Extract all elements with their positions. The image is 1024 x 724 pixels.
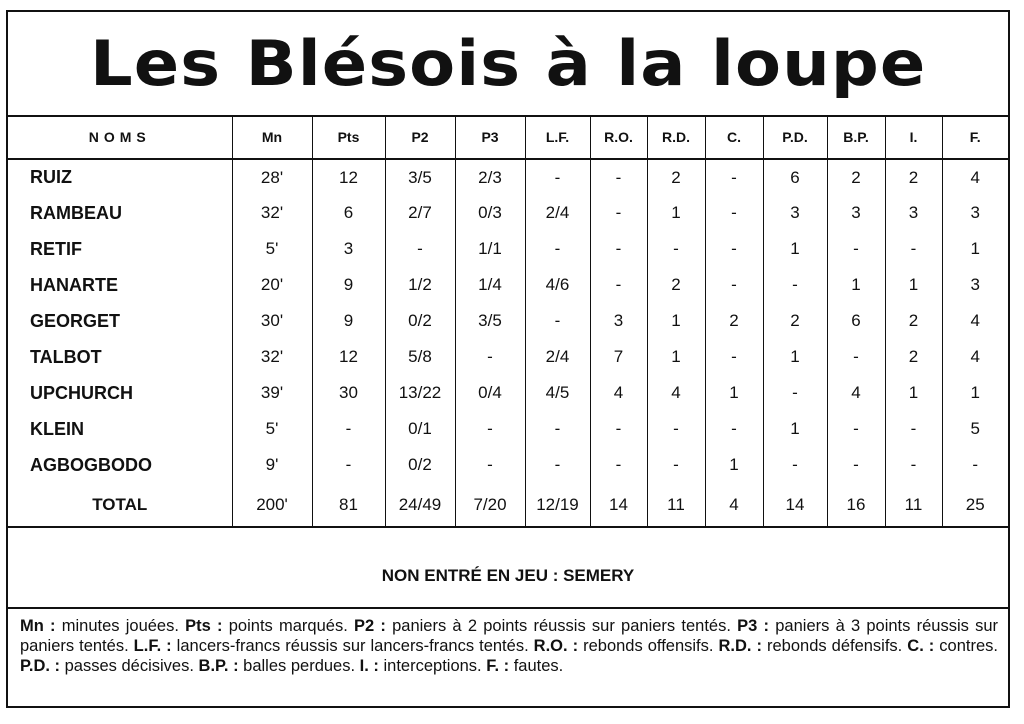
- player-name-cell: AGBOGBODO: [8, 447, 232, 483]
- stat-cell: 32': [232, 195, 312, 231]
- stat-cell: 1: [970, 383, 980, 402]
- stat-cell: 4: [970, 347, 980, 366]
- stat-cell: 3: [827, 195, 885, 231]
- stat-cell: 7/20: [455, 483, 525, 527]
- stat-cell: 1: [970, 239, 980, 258]
- stat-cell: 3: [763, 195, 827, 231]
- legend-definition: balles perdues.: [238, 657, 360, 675]
- stat-cell: 9: [312, 267, 385, 303]
- stat-cell: 0/1: [385, 411, 455, 447]
- table-header: [8, 115, 1008, 159]
- legend-definition: lancers-francs réussis sur lancers-francs tentés.: [171, 637, 534, 655]
- player-name-cell: HANARTE: [8, 267, 232, 303]
- stat-cell: 2/7: [385, 195, 455, 231]
- player-name-cell: RETIF: [8, 231, 232, 267]
- stat-cell: 30: [312, 375, 385, 411]
- player-name-cell: RAMBEAU: [8, 195, 232, 231]
- stat-cell: -: [705, 411, 763, 447]
- stat-cell: 1: [705, 375, 763, 411]
- stat-cell: 3: [590, 303, 647, 339]
- stat-cell: 4: [647, 375, 705, 411]
- stat-cell: 4: [705, 483, 763, 527]
- stats-panel: [6, 10, 1010, 708]
- stat-cell: -: [590, 159, 647, 195]
- stat-cell: 4/6: [525, 267, 590, 303]
- stat-cell: 2: [885, 339, 942, 375]
- stat-cell: -: [455, 339, 525, 375]
- stat-cell: -: [763, 267, 827, 303]
- column-header: R.D.: [647, 115, 705, 159]
- stat-cell: 1: [885, 375, 942, 411]
- legend-definition: passes décisives.: [60, 657, 199, 675]
- stat-cell: 28': [232, 159, 312, 195]
- stat-cell: 14: [590, 483, 647, 527]
- stat-cell: 2/3: [455, 159, 525, 195]
- title-box: [8, 12, 1008, 117]
- table-row: [8, 231, 1008, 267]
- stat-cell: -: [525, 447, 590, 483]
- stat-cell: -: [763, 447, 827, 483]
- stat-cell: 32': [232, 339, 312, 375]
- column-header: F.: [942, 115, 1008, 159]
- stat-cell: 1: [705, 447, 763, 483]
- legend-definition: paniers à 2 points réussis sur paniers tentés.: [385, 617, 738, 635]
- legend-abbr: Mn :: [20, 617, 56, 635]
- stat-cell: -: [972, 455, 979, 474]
- stat-cell: -: [885, 231, 942, 267]
- column-header: C.: [705, 115, 763, 159]
- stat-cell: 39': [232, 375, 312, 411]
- column-header: NOMS: [8, 115, 232, 159]
- stat-cell: 12/19: [525, 483, 590, 527]
- legend-abbr: Pts :: [185, 617, 223, 635]
- stat-cell: 3: [312, 231, 385, 267]
- stat-cell: 3/5: [455, 303, 525, 339]
- stat-cell: -: [590, 447, 647, 483]
- stat-cell: -: [827, 231, 885, 267]
- stat-cell: 1: [647, 303, 705, 339]
- stat-cell: 1/2: [385, 267, 455, 303]
- legend-abbr: R.O. :: [533, 637, 579, 655]
- stat-cell: -: [590, 411, 647, 447]
- legend-abbr: P2 :: [354, 617, 386, 635]
- stat-cell: -: [312, 447, 385, 483]
- stat-cell: -: [827, 411, 885, 447]
- stat-cell: -: [885, 411, 942, 447]
- stat-cell: 2: [885, 159, 942, 195]
- stat-cell: 1: [885, 267, 942, 303]
- stat-cell: -: [590, 267, 647, 303]
- stat-cell: 25: [942, 483, 1008, 527]
- stat-cell: 200': [232, 483, 312, 527]
- stat-cell: -: [705, 267, 763, 303]
- legend-definition: rebonds offensifs.: [578, 637, 719, 655]
- stat-cell: 14: [763, 483, 827, 527]
- stat-cell: -: [827, 339, 885, 375]
- stat-cell: 1: [827, 267, 885, 303]
- stat-cell: 0/2: [385, 303, 455, 339]
- player-name-cell: KLEIN: [8, 411, 232, 447]
- column-header: P2: [385, 115, 455, 159]
- stat-cell: -: [763, 375, 827, 411]
- stat-cell: 11: [647, 483, 705, 527]
- stat-cell: -: [705, 159, 763, 195]
- legend-definition: minutes jouées.: [55, 617, 186, 635]
- stat-cell: 1: [763, 231, 827, 267]
- table-row: [8, 411, 1008, 447]
- stat-cell: 5/8: [385, 339, 455, 375]
- stat-cell: -: [525, 411, 590, 447]
- column-header: P.D.: [763, 115, 827, 159]
- stat-cell: 12: [312, 339, 385, 375]
- stat-cell: -: [705, 339, 763, 375]
- total-row: [8, 483, 1008, 527]
- legend-abbr: C. :: [907, 637, 935, 655]
- player-name-cell: TALBOT: [8, 339, 232, 375]
- stat-cell: 2: [885, 303, 942, 339]
- stat-cell: 6: [827, 303, 885, 339]
- stat-cell: 6: [763, 159, 827, 195]
- player-name-cell: TOTAL: [8, 483, 232, 527]
- legend-abbr: P3 :: [737, 617, 770, 635]
- stat-cell: -: [455, 411, 525, 447]
- table-row: [8, 267, 1008, 303]
- stat-cell: 1/4: [455, 267, 525, 303]
- player-name-cell: GEORGET: [8, 303, 232, 339]
- page-title: Les Blésois à la loupe: [89, 27, 927, 100]
- stat-cell: 4: [970, 167, 980, 187]
- stat-cell: 20': [232, 267, 312, 303]
- stat-cell: 9: [312, 303, 385, 339]
- stat-cell: 81: [312, 483, 385, 527]
- stat-cell: 11: [885, 483, 942, 527]
- stat-cell: -: [312, 411, 385, 447]
- stat-cell: 2: [763, 303, 827, 339]
- player-name-cell: UPCHURCH: [8, 375, 232, 411]
- stat-cell: 1: [763, 339, 827, 375]
- stat-cell: -: [705, 231, 763, 267]
- stat-cell: 13/22: [385, 375, 455, 411]
- stat-cell: 5: [970, 419, 980, 438]
- column-header: Pts: [312, 115, 385, 159]
- stat-cell: 4: [827, 375, 885, 411]
- stat-cell: -: [647, 231, 705, 267]
- stat-cell: 4: [590, 375, 647, 411]
- stat-cell: 3: [970, 275, 980, 294]
- legend-abbr: L.F. :: [133, 637, 172, 655]
- column-header: L.F.: [525, 115, 590, 159]
- legend-definition: contres.: [934, 637, 998, 655]
- stat-cell: -: [525, 303, 590, 339]
- stat-cell: 0/4: [455, 375, 525, 411]
- stat-cell: 2: [705, 303, 763, 339]
- stat-cell: 2: [647, 159, 705, 195]
- not-entered-note: NON ENTRÉ EN JEU : SEMERY: [8, 545, 1008, 609]
- stat-cell: 0/2: [385, 447, 455, 483]
- stat-cell: -: [590, 195, 647, 231]
- table-row: [8, 447, 1008, 483]
- table-row: [8, 339, 1008, 375]
- table-row: [8, 303, 1008, 339]
- stat-cell: 4/5: [525, 375, 590, 411]
- stat-cell: 5': [232, 231, 312, 267]
- stat-cell: 1: [647, 195, 705, 231]
- abbreviation-legend: [20, 616, 998, 676]
- stat-cell: -: [827, 447, 885, 483]
- stat-cell: 4: [970, 311, 980, 330]
- stat-cell: -: [455, 447, 525, 483]
- stat-cell: 9': [232, 447, 312, 483]
- stat-cell: 3/5: [385, 159, 455, 195]
- legend-abbr: B.P. :: [198, 657, 239, 675]
- table-row: [8, 195, 1008, 231]
- stat-cell: 2/4: [525, 339, 590, 375]
- table-row: [8, 159, 1008, 195]
- legend-definition: rebonds défensifs.: [762, 637, 908, 655]
- legend-abbr: F. :: [486, 657, 510, 675]
- stat-cell: -: [647, 411, 705, 447]
- stat-cell: 5': [232, 411, 312, 447]
- stat-cell: 7: [590, 339, 647, 375]
- stat-cell: 2: [827, 159, 885, 195]
- legend-abbr: R.D. :: [718, 637, 762, 655]
- legend-definition: points marqués.: [222, 617, 354, 635]
- legend-abbr: I. :: [359, 657, 379, 675]
- legend-abbr: P.D. :: [20, 657, 61, 675]
- stat-cell: -: [385, 231, 455, 267]
- stat-cell: 30': [232, 303, 312, 339]
- stat-cell: 6: [312, 195, 385, 231]
- stat-cell: -: [525, 231, 590, 267]
- legend-definition: interceptions.: [378, 657, 487, 675]
- player-stats-table: [8, 115, 1008, 528]
- stat-cell: -: [885, 447, 942, 483]
- stat-cell: 16: [827, 483, 885, 527]
- stat-cell: 2: [647, 267, 705, 303]
- stat-cell: -: [525, 159, 590, 195]
- stat-cell: 24/49: [385, 483, 455, 527]
- legend-definition: fautes.: [509, 657, 564, 675]
- stat-cell: 2/4: [525, 195, 590, 231]
- stat-cell: 1/1: [455, 231, 525, 267]
- column-header: Mn: [232, 115, 312, 159]
- stat-cell: 0/3: [455, 195, 525, 231]
- stat-cell: 1: [647, 339, 705, 375]
- stat-cell: 3: [885, 195, 942, 231]
- stat-cell: 3: [970, 203, 980, 222]
- table-row: [8, 375, 1008, 411]
- legend-definition: paniers à 3 points réussis sur paniers tentés.: [20, 617, 998, 655]
- stat-cell: -: [647, 447, 705, 483]
- column-header: P3: [455, 115, 525, 159]
- player-name-cell: RUIZ: [8, 159, 232, 195]
- column-header: B.P.: [827, 115, 885, 159]
- column-header: I.: [885, 115, 942, 159]
- stat-cell: -: [705, 195, 763, 231]
- stat-cell: -: [590, 231, 647, 267]
- stat-cell: 1: [763, 411, 827, 447]
- stat-cell: 12: [312, 159, 385, 195]
- column-header: R.O.: [590, 115, 647, 159]
